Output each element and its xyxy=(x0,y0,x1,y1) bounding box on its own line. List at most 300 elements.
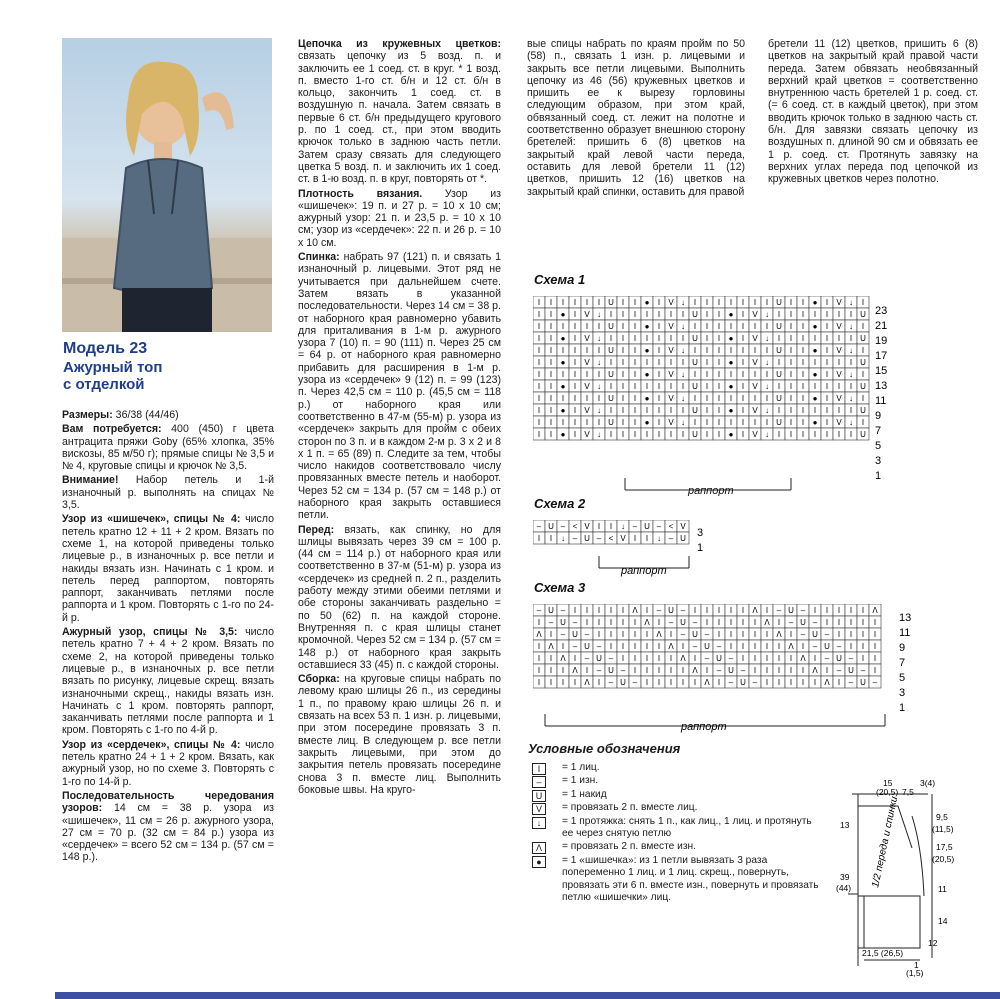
chart-stitch-symbol: I xyxy=(861,630,865,639)
chart-stitch-symbol: – xyxy=(704,654,710,663)
chart-stitch-symbol: I xyxy=(753,618,757,627)
chart-stitch-symbol: I xyxy=(621,618,625,627)
chart-stitch-symbol: I xyxy=(657,310,661,319)
chart-stitch-symbol: I xyxy=(789,382,793,391)
chart-stitch-symbol: I xyxy=(717,406,721,415)
chart-stitch-symbol: – xyxy=(572,642,578,651)
row-number: 15 xyxy=(875,365,888,377)
chart-stitch-symbol: – xyxy=(728,678,734,687)
chart-stitch-symbol: I xyxy=(597,394,601,403)
chart-stitch-symbol: I xyxy=(537,666,541,675)
para-straps xyxy=(768,38,978,186)
chart-stitch-symbol: – xyxy=(596,666,602,675)
chart-stitch-symbol: I xyxy=(537,430,541,439)
chart-stitch-symbol: – xyxy=(812,642,818,651)
chart-stitch-symbol: I xyxy=(633,430,637,439)
chart-stitch-symbol: I xyxy=(753,346,757,355)
chart-stitch-symbol: I xyxy=(681,334,685,343)
chart-stitch-symbol: I xyxy=(741,406,745,415)
chart-stitch-symbol: Λ xyxy=(824,678,830,687)
chart-stitch-symbol: I xyxy=(861,618,865,627)
chart-stitch-symbol: I xyxy=(849,630,853,639)
chart-stitch-symbol: I xyxy=(825,406,829,415)
legend-item xyxy=(532,841,822,853)
chart-stitch-symbol: I xyxy=(741,430,745,439)
chart-stitch-symbol: ● xyxy=(812,322,818,331)
chart-stitch-symbol: U xyxy=(776,322,782,331)
chart-stitch-symbol: U xyxy=(692,430,698,439)
chart-stitch-symbol: I xyxy=(669,310,673,319)
chart-stitch-symbol: I xyxy=(609,606,613,615)
chart-stitch-symbol: I xyxy=(837,618,841,627)
chart-stitch-symbol: I xyxy=(633,618,637,627)
chart-stitch-symbol: U xyxy=(860,310,866,319)
chart-stitch-symbol: U xyxy=(860,358,866,367)
chart-stitch-symbol: I xyxy=(861,654,865,663)
chart-stitch-symbol: I xyxy=(717,334,721,343)
chart-stitch-symbol: I xyxy=(657,430,661,439)
row-number: 3 xyxy=(697,527,704,539)
chart-stitch-symbol: – xyxy=(692,642,698,651)
chart-stitch-symbol: U xyxy=(548,522,554,531)
chart-stitch-symbol: I xyxy=(765,666,769,675)
scheme-3-rapport-label: раппорт xyxy=(681,721,727,733)
chart-stitch-symbol: I xyxy=(813,678,817,687)
chart-stitch-symbol: I xyxy=(705,430,709,439)
bobble-symbol-icon: ● xyxy=(532,856,546,868)
model-name-line1: Ажурный топ xyxy=(63,359,163,376)
chart-stitch-symbol: Λ xyxy=(656,630,662,639)
chart-stitch-symbol: U xyxy=(620,678,626,687)
chart-stitch-symbol: ● xyxy=(644,322,650,331)
legend-text: = 1 изн. xyxy=(562,775,599,787)
chart-stitch-symbol: I xyxy=(693,370,697,379)
chart-stitch-symbol: I xyxy=(825,322,829,331)
chart-stitch-symbol: I xyxy=(729,346,733,355)
p2tog-symbol-icon: Λ xyxy=(532,842,546,854)
dim-right-175-alt: (20,5) xyxy=(932,854,955,864)
chart-stitch-symbol: ● xyxy=(812,298,818,307)
chart-stitch-symbol: ↓ xyxy=(597,358,601,367)
chart-stitch-symbol: ↓ xyxy=(621,522,625,531)
row-number: 7 xyxy=(875,425,882,437)
chart-stitch-symbol: I xyxy=(753,654,757,663)
chart-stitch-symbol: I xyxy=(693,322,697,331)
chart-stitch-symbol: V xyxy=(836,298,842,307)
chart-stitch-symbol: I xyxy=(813,334,817,343)
chart-stitch-symbol: I xyxy=(585,606,589,615)
chart-stitch-symbol: I xyxy=(765,654,769,663)
chart-stitch-symbol: I xyxy=(705,334,709,343)
chart-stitch-symbol: < xyxy=(668,522,674,531)
chart-stitch-symbol: I xyxy=(801,430,805,439)
chart-stitch-symbol: V xyxy=(836,394,842,403)
chart-stitch-symbol: I xyxy=(681,406,685,415)
legend-text: = 1 накид xyxy=(562,788,607,800)
chart-stitch-symbol: V xyxy=(836,346,842,355)
chart-stitch-symbol: I xyxy=(813,606,817,615)
chart-stitch-symbol: I xyxy=(645,666,649,675)
chart-stitch-symbol: I xyxy=(729,322,733,331)
chart-stitch-symbol: I xyxy=(597,678,601,687)
chart-stitch-symbol: I xyxy=(825,382,829,391)
para-front xyxy=(298,524,501,672)
chart-stitch-symbol: I xyxy=(789,298,793,307)
chart-stitch-symbol: V xyxy=(584,522,590,531)
chart-stitch-symbol: I xyxy=(585,322,589,331)
chart-stitch-symbol: I xyxy=(549,322,553,331)
chart-stitch-symbol: – xyxy=(704,630,710,639)
skp-symbol-icon: ↓ xyxy=(532,817,546,829)
chart-stitch-symbol: I xyxy=(729,394,733,403)
chart-stitch-symbol: V xyxy=(752,406,758,415)
chart-stitch-symbol: I xyxy=(801,678,805,687)
legend xyxy=(532,762,822,905)
row-number: 3 xyxy=(875,455,882,467)
scheme-3-title: Схема 3 xyxy=(534,580,586,595)
model-photo xyxy=(62,38,272,332)
chart-stitch-symbol: ● xyxy=(728,430,734,439)
chart-stitch-symbol: I xyxy=(729,642,733,651)
chart-stitch-symbol: I xyxy=(813,358,817,367)
para-text: связать цепочку из 5 возд. п. и заключить ее 1 соед. ст. в круг. * 1 возд. п. вместо 1-го ст. б/н и 12 ст. б/н в кольцо, закончить 1 соед. ст. в воздушную п. начала. Затем связать в первые 6 ст. б/н предыдущего кругового р. по 1 соед. ст., при этом вводить крючок только в заднюю часть петли. Затем сразу связать для следующего цветка 5 возд. п. и заключить их 1 соед. ст. в 1-ю возд. п. в круг, повторять от *. xyxy=(298,50,501,186)
chart-stitch-symbol: I xyxy=(633,346,637,355)
chart-stitch-symbol: I xyxy=(741,382,745,391)
chart-stitch-symbol: Λ xyxy=(752,606,758,615)
chart-stitch-symbol: ↓ xyxy=(849,346,853,355)
chart-stitch-symbol: V xyxy=(584,358,590,367)
chart-stitch-symbol: U xyxy=(860,430,866,439)
chart-stitch-symbol: I xyxy=(765,370,769,379)
row-number: 13 xyxy=(899,612,912,624)
chart-stitch-symbol: I xyxy=(789,322,793,331)
chart-stitch-symbol: I xyxy=(657,666,661,675)
chart-stitch-symbol: U xyxy=(608,418,614,427)
model-name-line2: с отделкой xyxy=(63,376,145,393)
chart-stitch-symbol: I xyxy=(621,654,625,663)
chart-stitch-symbol: I xyxy=(861,418,865,427)
dim-top-width-alt: (20,5) xyxy=(876,787,899,797)
chart-stitch-symbol: I xyxy=(789,310,793,319)
chart-stitch-symbol: – xyxy=(848,678,854,687)
chart-stitch-symbol: I xyxy=(789,346,793,355)
scheme-2-title: Схема 2 xyxy=(534,496,586,511)
chart-stitch-symbol: I xyxy=(537,678,541,687)
chart-stitch-symbol: V xyxy=(836,370,842,379)
chart-stitch-symbol: U xyxy=(824,642,830,651)
chart-stitch-symbol: ↓ xyxy=(849,394,853,403)
chart-stitch-symbol: I xyxy=(741,334,745,343)
chart-stitch-symbol: I xyxy=(849,334,853,343)
chart-stitch-symbol: I xyxy=(741,654,745,663)
chart-stitch-symbol: ● xyxy=(560,358,566,367)
chart-stitch-symbol: I xyxy=(633,382,637,391)
row-number: 19 xyxy=(875,335,888,347)
chart-stitch-symbol: I xyxy=(537,394,541,403)
chart-stitch-symbol: I xyxy=(585,370,589,379)
legend-text: = 1 лиц. xyxy=(562,762,600,773)
chart-stitch-symbol: U xyxy=(692,382,698,391)
chart-stitch-symbol: I xyxy=(789,678,793,687)
model-number: Модель 23 xyxy=(63,340,148,357)
chart-stitch-symbol: U xyxy=(668,606,674,615)
chart-stitch-symbol: I xyxy=(717,678,721,687)
para-materials xyxy=(62,423,274,472)
chart-stitch-symbol: I xyxy=(573,654,577,663)
para-lead: Перед: xyxy=(298,523,335,536)
chart-stitch-symbol: I xyxy=(561,642,565,651)
chart-stitch-symbol: I xyxy=(609,358,613,367)
chart-stitch-symbol: I xyxy=(861,370,865,379)
chart-stitch-symbol: I xyxy=(825,606,829,615)
chart-stitch-symbol: I xyxy=(561,418,565,427)
chart-stitch-symbol: – xyxy=(836,666,842,675)
chart-stitch-symbol: – xyxy=(536,606,542,615)
para-text: 36/38 (44/46) xyxy=(112,409,179,421)
dim-left-top: 13 xyxy=(840,820,850,830)
chart-stitch-symbol: – xyxy=(680,630,686,639)
chart-stitch-symbol: I xyxy=(717,322,721,331)
chart-stitch-symbol: I xyxy=(705,618,709,627)
chart-stitch-symbol: I xyxy=(597,298,601,307)
chart-stitch-symbol: V xyxy=(668,298,674,307)
chart-stitch-symbol: U xyxy=(608,322,614,331)
chart-stitch-symbol: V xyxy=(620,534,626,543)
dim-right-175: 17,5 xyxy=(936,842,953,852)
dim-right-95: 9,5 xyxy=(936,812,948,822)
chart-stitch-symbol: I xyxy=(681,310,685,319)
chart-stitch-symbol: – xyxy=(740,666,746,675)
chart-stitch-symbol: U xyxy=(692,630,698,639)
chart-stitch-symbol: I xyxy=(633,534,637,543)
chart-stitch-symbol: I xyxy=(693,298,697,307)
chart-stitch-symbol: ● xyxy=(812,418,818,427)
chart-stitch-symbol: I xyxy=(753,418,757,427)
chart-stitch-symbol: I xyxy=(813,382,817,391)
chart-stitch-symbol: U xyxy=(548,606,554,615)
chart-stitch-symbol: U xyxy=(776,298,782,307)
chart-stitch-symbol: – xyxy=(668,534,674,543)
chart-stitch-symbol: I xyxy=(657,394,661,403)
chart-stitch-symbol: I xyxy=(741,346,745,355)
chart-stitch-symbol: I xyxy=(825,358,829,367)
chart-stitch-symbol: ↓ xyxy=(597,310,601,319)
chart-stitch-symbol: I xyxy=(633,322,637,331)
chart-stitch-symbol: I xyxy=(621,430,625,439)
chart-stitch-symbol: I xyxy=(849,642,853,651)
para-flower-chain xyxy=(298,38,501,186)
row-number: 5 xyxy=(875,440,882,452)
chart-stitch-symbol: U xyxy=(716,654,722,663)
chart-stitch-symbol: I xyxy=(717,358,721,367)
chart-stitch-symbol: U xyxy=(836,654,842,663)
para-assembly xyxy=(298,673,501,796)
chart-stitch-symbol: I xyxy=(645,678,649,687)
chart-stitch-symbol: V xyxy=(752,358,758,367)
chart-stitch-symbol: I xyxy=(825,310,829,319)
chart-stitch-symbol: Λ xyxy=(572,666,578,675)
chart-stitch-symbol: I xyxy=(657,370,661,379)
chart-stitch-symbol: U xyxy=(728,666,734,675)
chart-stitch-symbol: I xyxy=(621,346,625,355)
chart-stitch-symbol: I xyxy=(669,630,673,639)
chart-stitch-symbol: U xyxy=(680,618,686,627)
chart-stitch-symbol: I xyxy=(705,370,709,379)
chart-stitch-symbol: I xyxy=(873,618,877,627)
chart-stitch-symbol: I xyxy=(741,630,745,639)
chart-stitch-symbol: – xyxy=(596,534,602,543)
dim-right-95-alt: (11,5) xyxy=(932,824,954,834)
legend-text: = провязать 2 п. вместе лиц. xyxy=(562,802,698,814)
chart-stitch-symbol: ↓ xyxy=(849,298,853,307)
chart-stitch-symbol: I xyxy=(741,298,745,307)
chart-stitch-symbol: Λ xyxy=(872,606,878,615)
chart-stitch-symbol: I xyxy=(645,630,649,639)
chart-stitch-symbol: – xyxy=(572,534,578,543)
legend-text: = 1 «шишечка»: из 1 петли вывязать 3 раза попеременно 1 лиц. и 1 лиц. скрещ., повернуть, провязать эти 6 п. вместе изн., повернуть и провязать петлю «шишечки» лиц. xyxy=(562,854,819,904)
chart-stitch-symbol: U xyxy=(692,334,698,343)
chart-stitch-symbol: I xyxy=(585,418,589,427)
chart-stitch-symbol: I xyxy=(801,298,805,307)
chart-stitch-symbol: ↓ xyxy=(597,406,601,415)
chart-stitch-symbol: – xyxy=(584,630,590,639)
chart-stitch-symbol: ● xyxy=(644,298,650,307)
chart-stitch-symbol: ↓ xyxy=(765,310,769,319)
text-column-2 xyxy=(298,38,501,798)
chart-stitch-symbol: U xyxy=(608,666,614,675)
chart-stitch-symbol: I xyxy=(633,334,637,343)
chart-stitch-symbol: ● xyxy=(644,394,650,403)
chart-stitch-symbol: ● xyxy=(728,310,734,319)
chart-stitch-symbol: I xyxy=(849,430,853,439)
chart-stitch-symbol: I xyxy=(693,654,697,663)
chart-stitch-symbol: – xyxy=(716,642,722,651)
chart-stitch-symbol: I xyxy=(573,370,577,379)
chart-stitch-symbol: I xyxy=(777,642,781,651)
chart-stitch-symbol: I xyxy=(537,346,541,355)
chart-stitch-symbol: I xyxy=(801,310,805,319)
row-number: 7 xyxy=(899,657,906,669)
chart-stitch-symbol: I xyxy=(765,642,769,651)
chart-stitch-symbol: U xyxy=(776,394,782,403)
chart-stitch-symbol: Λ xyxy=(788,642,794,651)
chart-stitch-symbol: – xyxy=(560,606,566,615)
chart-stitch-symbol: I xyxy=(705,406,709,415)
chart-stitch-symbol: ↓ xyxy=(681,418,685,427)
chart-stitch-symbol: U xyxy=(584,642,590,651)
chart-stitch-symbol: I xyxy=(561,370,565,379)
chart-stitch-symbol: I xyxy=(789,334,793,343)
row-number: 11 xyxy=(875,395,887,407)
chart-stitch-symbol: I xyxy=(573,358,577,367)
chart-stitch-symbol: I xyxy=(621,642,625,651)
chart-stitch-symbol: ↓ xyxy=(681,322,685,331)
garment-schematic xyxy=(828,776,993,981)
chart-stitch-symbol: I xyxy=(597,618,601,627)
row-number: 21 xyxy=(875,320,888,332)
chart-stitch-symbol: I xyxy=(537,654,541,663)
chart-stitch-symbol: I xyxy=(705,418,709,427)
chart-stitch-symbol: U xyxy=(860,406,866,415)
chart-stitch-symbol: Λ xyxy=(560,654,566,663)
chart-stitch-symbol: Λ xyxy=(668,642,674,651)
chart-stitch-symbol: ↓ xyxy=(681,346,685,355)
chart-stitch-symbol: I xyxy=(573,678,577,687)
chart-stitch-symbol: I xyxy=(657,618,661,627)
chart-stitch-symbol: I xyxy=(573,418,577,427)
knit-symbol-icon: I xyxy=(532,763,546,775)
chart-stitch-symbol: I xyxy=(645,606,649,615)
chart-stitch-symbol: I xyxy=(645,358,649,367)
chart-stitch-symbol: I xyxy=(549,394,553,403)
chart-stitch-symbol: I xyxy=(741,358,745,367)
chart-stitch-symbol: I xyxy=(657,334,661,343)
chart-stitch-symbol: I xyxy=(645,430,649,439)
chart-stitch-symbol: I xyxy=(873,666,877,675)
chart-stitch-symbol: I xyxy=(777,358,781,367)
row-number: 9 xyxy=(899,642,906,654)
chart-stitch-symbol: I xyxy=(621,334,625,343)
chart-stitch-symbol: U xyxy=(776,370,782,379)
para-lead: Размеры: xyxy=(62,409,113,421)
chart-stitch-symbol: I xyxy=(549,358,553,367)
chart-stitch-symbol: ↓ xyxy=(681,370,685,379)
chart-stitch-symbol: I xyxy=(681,666,685,675)
row-number: 1 xyxy=(875,470,882,482)
chart-stitch-symbol: V xyxy=(752,334,758,343)
chart-stitch-symbol: I xyxy=(825,370,829,379)
chart-stitch-symbol: I xyxy=(609,382,613,391)
chart-stitch-symbol: ● xyxy=(560,430,566,439)
chart-stitch-symbol: I xyxy=(537,642,541,651)
chart-stitch-symbol: I xyxy=(585,394,589,403)
chart-stitch-symbol: – xyxy=(584,654,590,663)
para-text: бретели 11 (12) цветков, пришить 6 (8) цветков на закрытый край правой части переда. Затем обвязать необвязанный верхний край цветков = соответственно внутреннюю часть бретелей 1 р. соед. ст. (= 6 соед. ст. в каждый цветок), при этом вводить крючок только в заднюю часть ст. б/н. Для завязки связать цепочку из воздушных п. длиной 90 см и обвязать ее 1 р. соед. ст. Протянуть завязку на верхних углах переда под цепочкой из кружевных цветков через полотно. xyxy=(768,38,978,186)
chart-stitch-symbol: – xyxy=(560,630,566,639)
chart-stitch-symbol: I xyxy=(789,358,793,367)
chart-stitch-symbol: I xyxy=(609,522,613,531)
chart-stitch-symbol: – xyxy=(800,630,806,639)
chart-stitch-symbol: I xyxy=(837,630,841,639)
chart-stitch-symbol: – xyxy=(608,678,614,687)
chart-stitch-symbol: I xyxy=(693,678,697,687)
chart-stitch-symbol: I xyxy=(861,394,865,403)
chart-stitch-symbol: U xyxy=(848,666,854,675)
chart-stitch-symbol: ↓ xyxy=(765,358,769,367)
chart-stitch-symbol: I xyxy=(789,666,793,675)
chart-stitch-symbol: I xyxy=(729,370,733,379)
chart-stitch-symbol: I xyxy=(657,322,661,331)
para-lead: Ажурный узор, спицы № 3,5: xyxy=(62,626,238,639)
chart-stitch-symbol: – xyxy=(776,606,782,615)
k2tog-symbol-icon: V xyxy=(532,803,546,815)
chart-stitch-symbol: U xyxy=(560,618,566,627)
chart-stitch-symbol: I xyxy=(657,346,661,355)
chart-stitch-symbol: U xyxy=(776,418,782,427)
chart-stitch-symbol: I xyxy=(621,298,625,307)
chart-stitch-symbol: I xyxy=(561,322,565,331)
para-lead: Цепочка из кружевных цветков: xyxy=(298,38,501,50)
chart-stitch-symbol: I xyxy=(849,618,853,627)
chart-stitch-symbol: V xyxy=(584,430,590,439)
chart-stitch-symbol: I xyxy=(585,346,589,355)
chart-stitch-symbol: I xyxy=(825,346,829,355)
chart-stitch-symbol: I xyxy=(765,606,769,615)
chart-stitch-symbol: Λ xyxy=(764,618,770,627)
chart-stitch-symbol: I xyxy=(609,310,613,319)
chart-stitch-symbol: I xyxy=(765,322,769,331)
chart-stitch-symbol: I xyxy=(621,418,625,427)
